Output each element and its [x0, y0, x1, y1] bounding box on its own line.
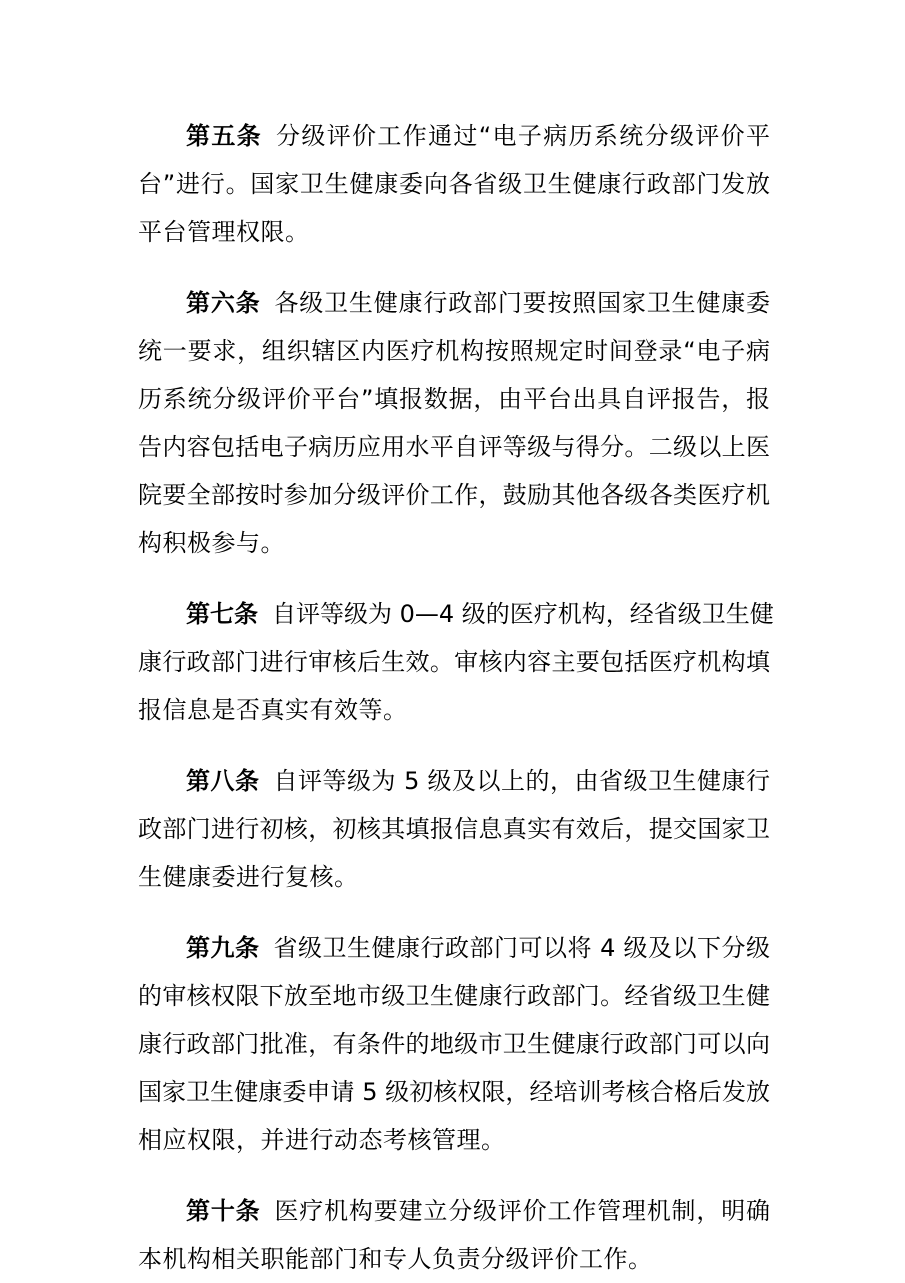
article-text: 自评等级为 5 级及以上的，由省级卫生健康行: [273, 767, 770, 795]
article-heading: 第八条: [186, 767, 260, 795]
document-page: [138, 112, 774, 1283]
article-line: 国家卫生健康委申请 5 级初核权限，经培训考核合格后发放: [138, 1078, 770, 1106]
article-line: 构积极参与。: [138, 529, 285, 557]
article-heading: 第五条: [186, 122, 263, 150]
article-9: [138, 924, 770, 1164]
article-line: 历系统分级评价平台”填报数据，由平台出具自评报告，报: [138, 385, 770, 413]
article-10: [138, 1187, 770, 1283]
article-text: 自评等级为 0—4 级的医疗机构，经省级卫生健: [272, 600, 774, 628]
article-line: 台”进行。国家卫生健康委向各省级卫生健康行政部门发放: [138, 170, 770, 198]
article-heading: 第九条: [186, 934, 260, 962]
article-heading: 第七条: [186, 600, 258, 628]
article-line: [138, 590, 774, 638]
article-line: 相应权限，并进行动态考核管理。: [138, 1126, 506, 1154]
article-text: 医疗机构要建立分级评价工作管理机制，明确: [274, 1197, 771, 1225]
article-line: 报信息是否真实有效等。: [138, 696, 408, 724]
article-line: 康行政部门进行审核后生效。审核内容主要包括医疗机构填: [138, 648, 770, 676]
article-line: [138, 757, 770, 805]
article-line: 的审核权限下放至地市级卫生健康行政部门。经省级卫生健: [138, 982, 770, 1010]
article-8: [138, 757, 770, 901]
article-heading: 第六条: [186, 289, 261, 317]
article-line: [138, 112, 770, 160]
article-text: 各级卫生健康行政部门要按照国家卫生健康委: [274, 289, 771, 317]
article-heading: 第十条: [186, 1197, 261, 1225]
article-line: 院要全部按时参加分级评价工作，鼓励其他各级各类医疗机: [138, 481, 770, 509]
article-line: 统一要求，组织辖区内医疗机构按照规定时间登录“电子病: [138, 337, 770, 365]
article-7: [138, 590, 774, 734]
article-text: 省级卫生健康行政部门可以将 4 级及以下分级: [273, 934, 770, 962]
article-line: 政部门进行初核，初核其填报信息真实有效后，提交国家卫: [138, 815, 770, 843]
article-text: 分级评价工作通过“电子病历系统分级评价平: [276, 122, 770, 150]
article-line: [138, 279, 770, 327]
article-line: 告内容包括电子病历应用水平自评等级与得分。二级以上医: [138, 433, 770, 461]
article-6: [138, 279, 770, 567]
article-line: 康行政部门批准，有条件的地级市卫生健康行政部门可以向: [138, 1030, 770, 1058]
article-line: 平台管理权限。: [138, 218, 310, 246]
article-line: 本机构相关职能部门和专人负责分级评价工作。: [138, 1245, 653, 1273]
article-line: [138, 1187, 770, 1235]
article-line: 生健康委进行复核。: [138, 863, 359, 891]
article-5: [138, 112, 770, 256]
article-line: [138, 924, 770, 972]
